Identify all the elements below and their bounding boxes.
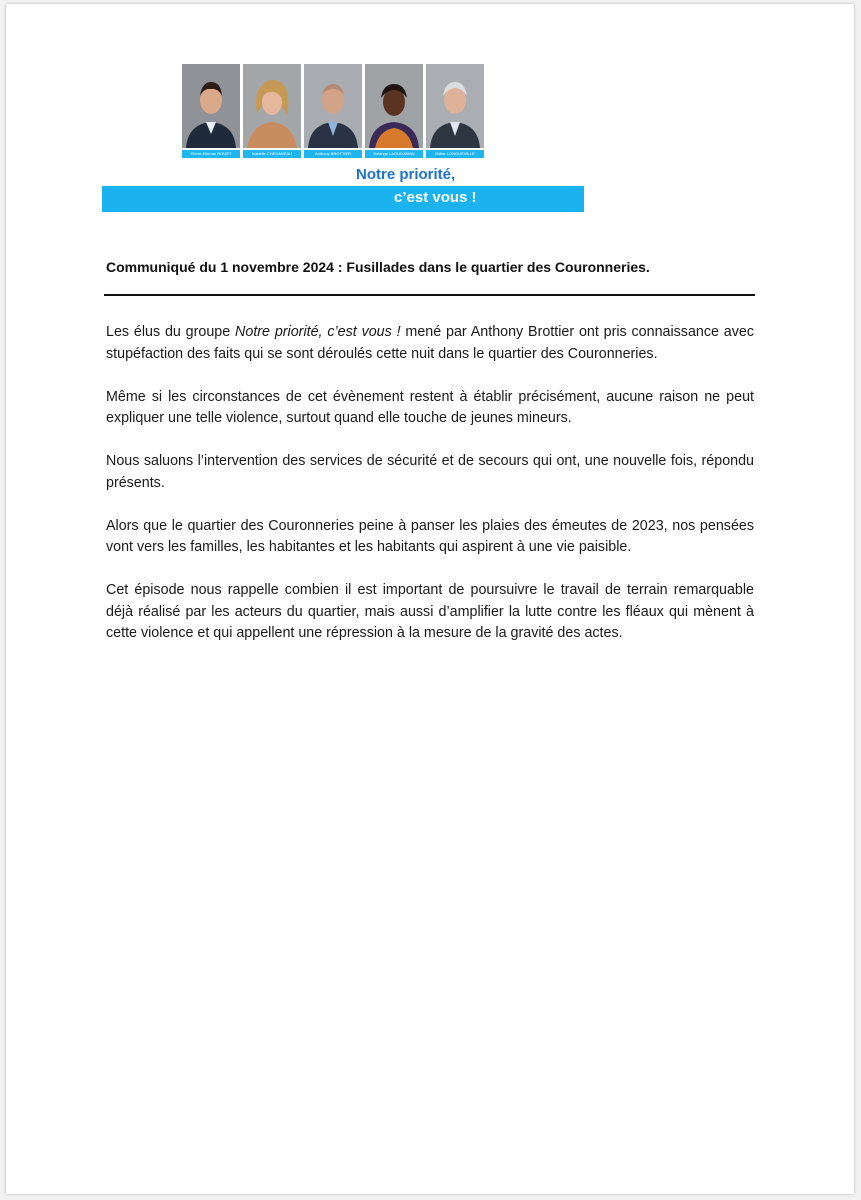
- paragraph: [106, 322, 754, 365]
- portrait-caption: Isabelle CHEDANEAU: [243, 150, 301, 158]
- portrait-photo: [182, 64, 240, 148]
- portraits-banner: [182, 64, 486, 160]
- paragraph: Même si les circonstances de cet évènement restent à établir précisément, aucune raison ne peut expliquer une telle violence, surtout quand elle touche de jeunes mineurs.: [106, 388, 754, 426]
- portrait-photo: [243, 64, 301, 148]
- portrait: [426, 64, 484, 160]
- portrait-photo: [304, 64, 362, 148]
- portrait: [182, 64, 240, 160]
- portrait-photo: [426, 64, 484, 148]
- portrait-photo: [365, 64, 423, 148]
- portrait: [304, 64, 362, 160]
- group-name: Notre priorité, c’est vous !: [235, 324, 401, 340]
- portrait: [243, 64, 301, 160]
- portrait-caption: Anthony BROTTIER: [304, 150, 362, 158]
- portrait-caption: Pierre-Etienne ROUET: [182, 150, 240, 158]
- document-body: [106, 322, 754, 666]
- document-title: Communiqué du 1 novembre 2024 : Fusillades dans le quartier des Couronneries.: [106, 259, 650, 275]
- paragraph: Cet épisode nous rappelle combien il est important de poursuivre le travail de terrain remarquable déjà réalisé par les acteurs du quartier, mais aussi d’amplifier la lutte contre les fléaux qui mènent à cette violence et qui appellent une répression à la mesure de la gravité des actes.: [106, 582, 754, 641]
- slogan-banner: [102, 186, 584, 212]
- paragraph-text: Les élus du groupe: [106, 324, 236, 340]
- slogan-line-2: c’est vous !: [394, 189, 477, 206]
- paragraph-text: mené par Anthony Brottier ont pris connaissance avec stupéfaction des faits qui se sont déroulés cette nuit dans le quartier des Couronneries.: [106, 324, 754, 362]
- portrait-caption: Solange LAOUDJAMAI: [365, 150, 423, 158]
- portrait-caption: Didier LONGUEVILLE: [426, 150, 484, 158]
- document-page: [6, 4, 854, 1194]
- title-divider: [104, 294, 755, 296]
- paragraph: Alors que le quartier des Couronneries peine à panser les plaies des émeutes de 2023, nos pensées vont vers les familles, les habitantes et les habitants qui aspirent à une vie paisible.: [106, 517, 754, 555]
- paragraph: Nous saluons l’intervention des services de sécurité et de secours qui ont, une nouvelle fois, répondu présents.: [106, 453, 754, 491]
- portrait: [365, 64, 423, 160]
- slogan-line-1: Notre priorité,: [356, 166, 456, 183]
